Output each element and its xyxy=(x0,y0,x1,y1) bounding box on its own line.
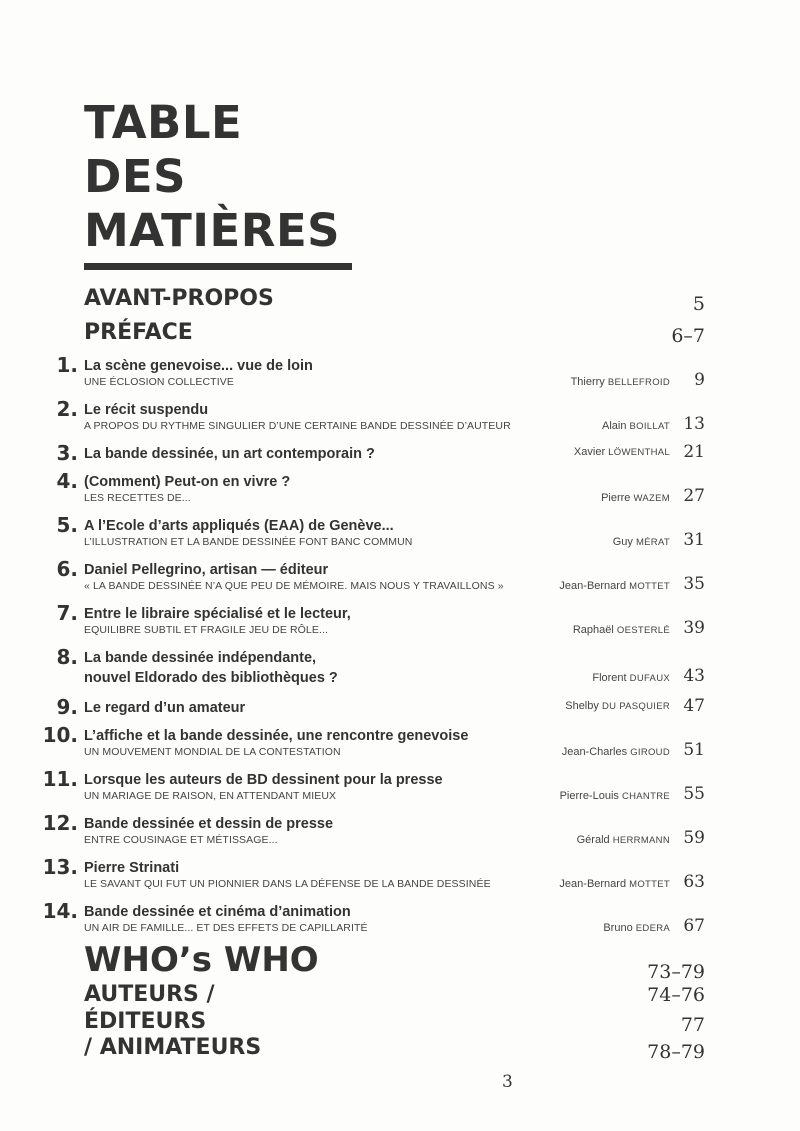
entry-page: 13 xyxy=(683,414,705,434)
entry-subtitle: LE SAVANT QUI FUT UN PIONNIER DANS LA DÉFENSE DE LA BANDE DESSINÉE xyxy=(84,878,491,890)
entry-title-line: Bande dessinée et cinéma d’animation xyxy=(84,904,351,920)
entry-page: 59 xyxy=(683,828,705,848)
entry-title xyxy=(84,356,313,376)
entry-number: 10. xyxy=(42,723,78,747)
entry-author xyxy=(573,624,670,636)
entry-author xyxy=(601,492,670,504)
entry-page: 21 xyxy=(683,442,705,462)
author-first-name: Guy xyxy=(612,536,633,548)
author-first-name: Raphaël xyxy=(572,624,614,636)
author-first-name: Jean-Charles xyxy=(561,746,628,758)
entry-title-line: A l’Ecole d’arts appliqués (EAA) de Genève... xyxy=(84,518,394,534)
author-last-name: MÉRAT xyxy=(635,537,670,548)
entry-title xyxy=(84,858,179,878)
author-first-name: Jean-Bernard xyxy=(559,878,627,890)
entry-title-line: Le regard d’un amateur xyxy=(84,700,246,716)
entry-page: 35 xyxy=(683,574,705,594)
section-page: 5 xyxy=(692,293,705,315)
entry-subtitle: UN MOUVEMENT MONDIAL DE LA CONTESTATION xyxy=(84,746,341,758)
entry-title-line: Lorsque les auteurs de BD dessinent pour la presse xyxy=(84,772,443,788)
entry-subtitle: UNE ÉCLOSION COLLECTIVE xyxy=(84,376,234,388)
entry-title xyxy=(84,516,394,536)
entry-number: 9. xyxy=(56,695,78,719)
entry-number: 5. xyxy=(56,513,78,537)
entry-author xyxy=(571,376,670,388)
author-last-name: DU PASQUIER xyxy=(601,701,670,712)
author-first-name: Bruno xyxy=(603,922,633,934)
entry-title-line: La scène genevoise... vue de loin xyxy=(84,358,313,374)
entry-author xyxy=(613,536,670,548)
entry-title xyxy=(84,444,375,464)
entry-title xyxy=(84,770,443,790)
entry-title xyxy=(84,604,351,624)
entry-title xyxy=(84,726,468,746)
entry-title-line: La bande dessinée, un art contemporain ? xyxy=(84,446,375,462)
entry-number: 13. xyxy=(42,855,78,879)
entry-author xyxy=(592,672,670,684)
entry-author xyxy=(602,420,670,432)
entry-page: 47 xyxy=(683,696,705,716)
entry-subtitle: LES RECETTES DE... xyxy=(84,492,191,504)
author-last-name: BOILLAT xyxy=(629,421,670,432)
entry-author xyxy=(560,790,670,802)
entry-author xyxy=(559,580,670,592)
entry-page: 31 xyxy=(683,530,705,550)
entry-title-line: (Comment) Peut-on en vivre ? xyxy=(84,474,291,490)
entry-subtitle: L’ILLUSTRATION ET LA BANDE DESSINÉE FONT BANC COMMUN xyxy=(84,536,413,548)
title-line: MATIÈRES xyxy=(84,204,341,257)
entry-title-line: Pierre Strinati xyxy=(84,860,180,876)
entry-title-line: Entre le libraire spécialisé et le lecteur, xyxy=(84,606,351,622)
page-title xyxy=(84,96,384,258)
entry-subtitle: A PROPOS DU RYTHME SINGULIER D’UNE CERTAINE BANDE DESSINÉE D’AUTEUR xyxy=(84,420,511,432)
entry-title xyxy=(84,560,328,580)
entry-page: 39 xyxy=(683,618,705,638)
entry-title xyxy=(84,698,245,718)
entry-title-line: Le récit suspendu xyxy=(84,402,209,418)
entry-number: 4. xyxy=(56,469,78,493)
entry-title-line: L’affiche et la bande dessinée, une rencontre genevoise xyxy=(84,728,469,744)
section-page: 74–76 xyxy=(647,984,705,1006)
entry-title-line: La bande dessinée indépendante, xyxy=(84,650,317,666)
section-page: 77 xyxy=(680,1014,705,1036)
author-last-name: BELLEFROID xyxy=(607,377,670,388)
entry-page: 67 xyxy=(683,916,705,936)
author-first-name: Jean-Bernard xyxy=(559,580,627,592)
author-last-name: GIROUD xyxy=(630,747,670,758)
author-first-name: Thierry xyxy=(570,376,605,388)
title-rule xyxy=(84,263,352,270)
author-first-name: Florent xyxy=(592,672,627,684)
whos-who-heading: WHO’s WHO xyxy=(84,940,319,980)
entry-title xyxy=(84,400,208,420)
entry-title xyxy=(84,648,338,688)
entry-page: 55 xyxy=(683,784,705,804)
entry-number: 12. xyxy=(42,811,78,835)
entry-title-line: Bande dessinée et dessin de presse xyxy=(84,816,334,832)
entry-title-line: nouvel Eldorado des bibliothèques ? xyxy=(84,670,338,686)
author-last-name: MOTTET xyxy=(629,581,670,592)
section-preface: PRÉFACE xyxy=(84,320,193,345)
entry-page: 43 xyxy=(683,666,705,686)
entry-title xyxy=(84,814,333,834)
title-line: DES xyxy=(84,150,187,203)
section-avant-propos: AVANT-PROPOS xyxy=(84,286,274,311)
author-first-name: Xavier xyxy=(573,446,606,458)
author-first-name: Gérald xyxy=(576,834,610,846)
whos-who-animateurs: / ANIMATEURS xyxy=(84,1035,262,1060)
entry-subtitle: ENTRE COUSINAGE ET MÉTISSAGE... xyxy=(84,834,278,846)
author-last-name: EDERA xyxy=(635,923,670,934)
entry-page: 27 xyxy=(683,486,705,506)
author-first-name: Alain xyxy=(602,420,627,432)
entry-page: 63 xyxy=(683,872,705,892)
section-page: 6–7 xyxy=(671,325,705,347)
author-last-name: CHANTRE xyxy=(621,791,670,802)
entry-number: 1. xyxy=(56,353,78,377)
author-first-name: Pierre-Louis xyxy=(559,790,619,802)
entry-author xyxy=(562,746,670,758)
entry-title xyxy=(84,902,351,922)
entry-number: 8. xyxy=(56,645,78,669)
entry-number: 6. xyxy=(56,557,78,581)
section-page: 78–79 xyxy=(647,1041,705,1063)
entry-author xyxy=(577,834,670,846)
entry-subtitle: « LA BANDE DESSINÉE N’A QUE PEU DE MÉMOIRE. MAIS NOUS Y TRAVAILLONS » xyxy=(84,580,504,592)
entry-title-line: Daniel Pellegrino, artisan — éditeur xyxy=(84,562,329,578)
entry-page: 51 xyxy=(683,740,705,760)
title-line: TABLE xyxy=(84,96,243,149)
author-last-name: DUFAUX xyxy=(629,673,670,684)
entry-page: 9 xyxy=(694,370,705,390)
entry-subtitle: UN AIR DE FAMILLE... ET DES EFFETS DE CAPILLARITÉ xyxy=(84,922,368,934)
section-page: 73–79 xyxy=(647,961,705,983)
author-last-name: MOTTET xyxy=(629,879,670,890)
entry-author xyxy=(603,922,670,934)
entry-subtitle: UN MARIAGE DE RAISON, EN ATTENDANT MIEUX xyxy=(84,790,337,802)
entry-subtitle: EQUILIBRE SUBTIL ET FRAGILE JEU DE RÔLE... xyxy=(84,624,329,636)
author-first-name: Shelby xyxy=(565,700,599,712)
whos-who-editeurs: ÉDITEURS xyxy=(84,1009,207,1034)
entry-number: 14. xyxy=(42,899,78,923)
entry-number: 2. xyxy=(56,397,78,421)
whos-who-auteurs: AUTEURS / xyxy=(84,982,215,1007)
entry-number: 11. xyxy=(42,767,78,791)
author-last-name: WAZEM xyxy=(633,493,670,504)
entry-author xyxy=(565,700,670,712)
page-number: 3 xyxy=(502,1072,513,1092)
entry-title xyxy=(84,472,290,492)
entry-number: 3. xyxy=(56,441,78,465)
author-first-name: Pierre xyxy=(601,492,631,504)
author-last-name: HERRMANN xyxy=(612,835,670,846)
entry-author xyxy=(559,878,670,890)
author-last-name: LÖWENTHAL xyxy=(608,447,670,458)
entry-number: 7. xyxy=(56,601,78,625)
entry-author xyxy=(574,446,670,458)
author-last-name: OESTERLÉ xyxy=(616,625,670,636)
